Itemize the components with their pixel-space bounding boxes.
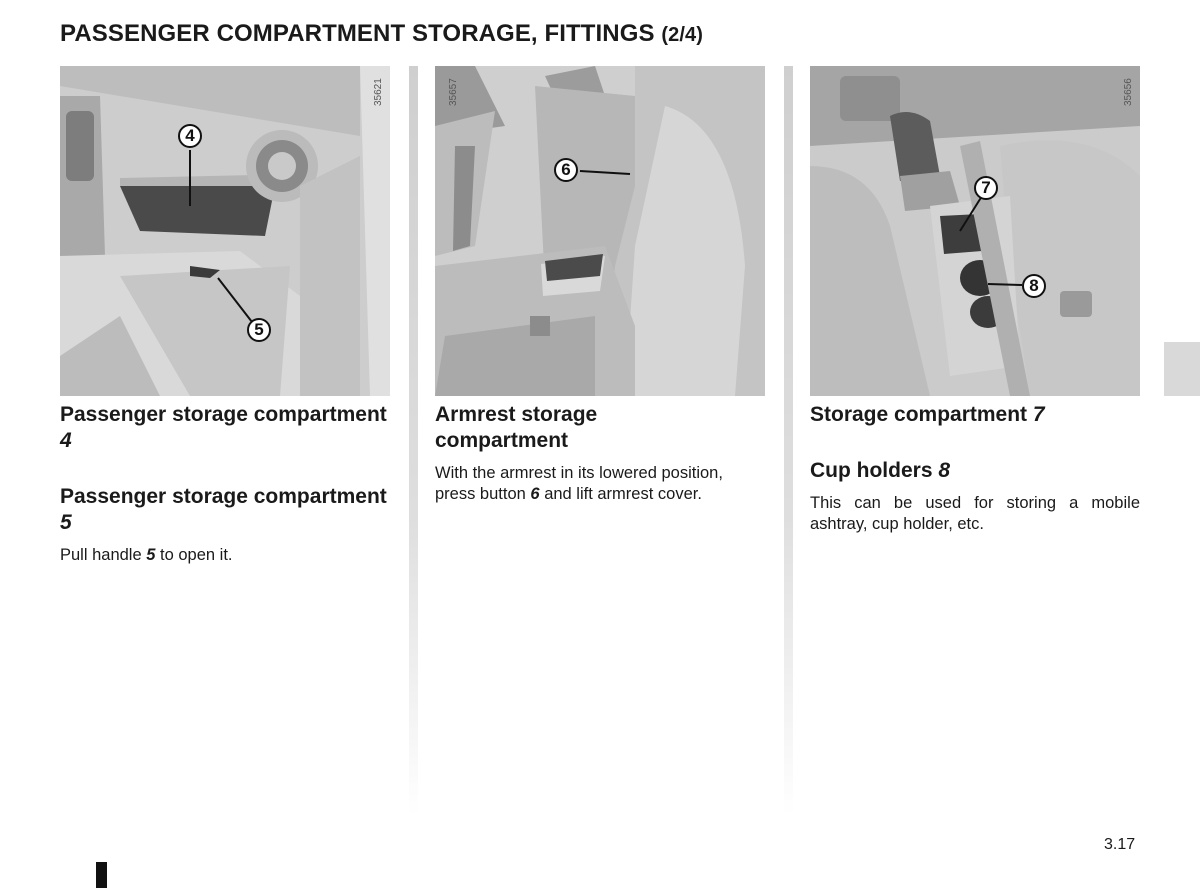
inline-reference-number: 5 — [146, 546, 156, 564]
section-heading — [810, 402, 1140, 428]
column-armrest — [435, 402, 765, 505]
page-title-text: PASSENGER COMPARTMENT STORAGE, FITTINGS — [60, 20, 655, 47]
inline-reference-number: 6 — [530, 485, 540, 503]
heading-number: 7 — [1032, 403, 1045, 426]
callout-4: 4 — [178, 124, 202, 148]
glovebox-photo — [60, 66, 390, 396]
column-divider — [784, 66, 793, 816]
armrest-illustration — [435, 66, 765, 396]
page-title-suffix: (2/4) — [661, 24, 704, 46]
heading-number: 4 — [60, 429, 72, 452]
section-heading — [60, 484, 390, 536]
section-heading: Armrest storage compartment — [435, 403, 598, 452]
column-console — [810, 402, 1140, 535]
callout-8: 8 — [1022, 274, 1046, 298]
section-body: Pull handle 5 to open it. — [60, 546, 233, 564]
glovebox-illustration — [60, 66, 390, 396]
section-heading — [60, 402, 390, 454]
photo-reference-number: 35621 — [373, 78, 384, 106]
photo-reference-number: 35657 — [448, 78, 459, 106]
heading-number: 8 — [938, 459, 951, 482]
heading-text: Storage compartment — [810, 403, 1028, 426]
console-illustration — [810, 66, 1140, 396]
chapter-tab — [1164, 342, 1200, 396]
heading-text: Cup holders — [810, 459, 933, 482]
column-divider — [409, 66, 418, 816]
margin-mark — [96, 862, 107, 888]
section-heading — [810, 458, 1140, 484]
section-body: This can be used for storing a mobile ashtray, cup holder, etc. — [810, 494, 1140, 533]
page-number: 3.17 — [1104, 836, 1136, 853]
page-title — [60, 20, 703, 48]
photo-reference-number: 35656 — [1123, 78, 1134, 106]
callout-5: 5 — [247, 318, 271, 342]
section-body: With the armrest in its lowered position, press button 6 and lift armrest cover. — [435, 464, 723, 503]
heading-text: Passenger storage compartment — [60, 485, 387, 508]
callout-6: 6 — [554, 158, 578, 182]
callout-7: 7 — [974, 176, 998, 200]
armrest-photo — [435, 66, 765, 396]
console-photo — [810, 66, 1140, 396]
column-glovebox — [60, 402, 390, 566]
heading-text: Passenger storage compartment — [60, 403, 387, 426]
heading-number: 5 — [60, 511, 72, 534]
